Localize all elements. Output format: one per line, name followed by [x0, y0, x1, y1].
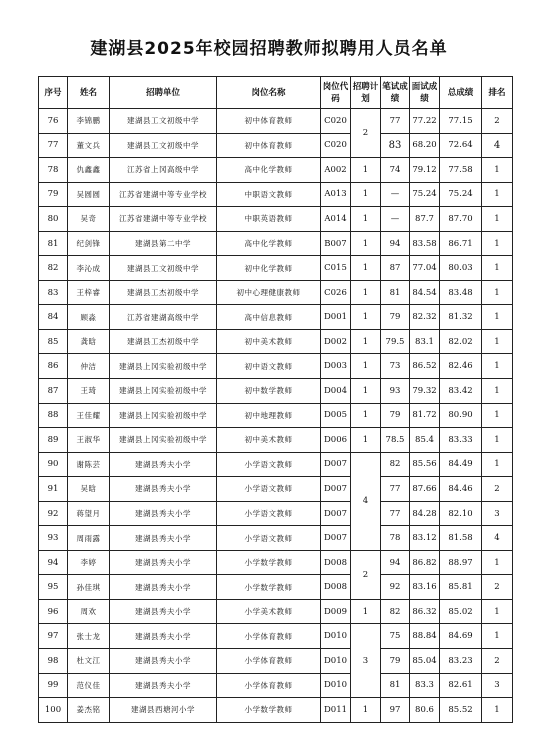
table-row	[39, 158, 513, 183]
cell-position: 初中体育教师	[217, 133, 321, 158]
cell-position: 高中化学教师	[217, 158, 321, 183]
table-row	[39, 477, 513, 502]
cell-total: 87.70	[440, 207, 482, 232]
cell-name: 李婷	[68, 550, 110, 575]
cell-plan: 1	[351, 182, 381, 207]
table-row	[39, 526, 513, 551]
cell-code: D005	[321, 403, 351, 428]
cell-unit: 建湖县第二中学	[110, 231, 217, 256]
cell-rank: 1	[482, 599, 513, 624]
cell-unit: 建湖县上冈实验初级中学	[110, 428, 217, 453]
cell-interview: 75.24	[410, 182, 440, 207]
table-row	[39, 403, 513, 428]
cell-unit: 建湖县秀夫小学	[110, 624, 217, 649]
cell-name: 周欢	[68, 599, 110, 624]
cell-plan: 1	[351, 354, 381, 379]
cell-rank: 1	[482, 403, 513, 428]
cell-interview: 88.84	[410, 624, 440, 649]
cell-code: D007	[321, 477, 351, 502]
cell-interview: 83.12	[410, 526, 440, 551]
header-position: 岗位名称	[217, 77, 321, 109]
cell-unit: 建湖县秀夫小学	[110, 550, 217, 575]
cell-total: 83.42	[440, 379, 482, 404]
header-seq: 序号	[39, 77, 68, 109]
cell-unit: 建湖县秀夫小学	[110, 575, 217, 600]
hire-list-table	[38, 76, 513, 723]
cell-rank: 1	[482, 231, 513, 256]
cell-written: 82	[381, 452, 410, 477]
table-row	[39, 673, 513, 698]
cell-interview: 87.7	[410, 207, 440, 232]
cell-written: 82	[381, 599, 410, 624]
cell-name: 谢陈芸	[68, 452, 110, 477]
table-header-row	[39, 77, 513, 109]
cell-unit: 建湖县秀夫小学	[110, 599, 217, 624]
cell-code: A014	[321, 207, 351, 232]
cell-code: D009	[321, 599, 351, 624]
cell-rank: 1	[482, 550, 513, 575]
header-total: 总成绩	[440, 77, 482, 109]
table-row	[39, 501, 513, 526]
cell-interview: 83.3	[410, 673, 440, 698]
cell-interview: 85.56	[410, 452, 440, 477]
cell-plan: 1	[351, 207, 381, 232]
cell-rank: 1	[482, 256, 513, 281]
cell-rank: 1	[482, 207, 513, 232]
cell-unit: 建湖县秀夫小学	[110, 452, 217, 477]
cell-name: 王琦	[68, 379, 110, 404]
cell-plan: 1	[351, 158, 381, 183]
cell-code: D002	[321, 329, 351, 354]
header-name: 姓名	[68, 77, 110, 109]
cell-position: 高中化学教师	[217, 231, 321, 256]
header-rank: 排名	[482, 77, 513, 109]
cell-total: 80.90	[440, 403, 482, 428]
cell-plan: 4	[351, 452, 381, 550]
cell-position: 初中心理健康教师	[217, 280, 321, 305]
cell-interview: 80.6	[410, 698, 440, 723]
cell-plan: 1	[351, 428, 381, 453]
cell-seq: 85	[39, 329, 68, 354]
cell-written: 92	[381, 575, 410, 600]
cell-rank: 2	[482, 477, 513, 502]
cell-code: D007	[321, 452, 351, 477]
cell-total: 82.02	[440, 329, 482, 354]
cell-written: 81	[381, 280, 410, 305]
cell-interview: 83.1	[410, 329, 440, 354]
cell-seq: 95	[39, 575, 68, 600]
cell-seq: 76	[39, 109, 68, 134]
cell-plan: 2	[351, 550, 381, 599]
cell-written: 94	[381, 550, 410, 575]
cell-rank: 2	[482, 109, 513, 134]
cell-plan: 1	[351, 280, 381, 305]
cell-seq: 83	[39, 280, 68, 305]
cell-position: 中职英语教师	[217, 207, 321, 232]
cell-interview: 77.04	[410, 256, 440, 281]
cell-written: 75	[381, 624, 410, 649]
cell-seq: 92	[39, 501, 68, 526]
cell-name: 吴圆圆	[68, 182, 110, 207]
cell-code: A013	[321, 182, 351, 207]
cell-seq: 80	[39, 207, 68, 232]
cell-name: 周雨露	[68, 526, 110, 551]
table-row	[39, 329, 513, 354]
cell-written: 77	[381, 501, 410, 526]
cell-code: D007	[321, 501, 351, 526]
cell-rank: 1	[482, 329, 513, 354]
table-row	[39, 575, 513, 600]
cell-plan: 1	[351, 599, 381, 624]
cell-seq: 97	[39, 624, 68, 649]
cell-interview: 83.58	[410, 231, 440, 256]
cell-written: 97	[381, 698, 410, 723]
cell-code: D007	[321, 526, 351, 551]
table-row	[39, 698, 513, 723]
table-row	[39, 649, 513, 674]
cell-seq: 81	[39, 231, 68, 256]
cell-written: 79	[381, 649, 410, 674]
cell-seq: 84	[39, 305, 68, 330]
cell-rank: 1	[482, 305, 513, 330]
cell-total: 72.64	[440, 133, 482, 158]
cell-unit: 建湖县秀夫小学	[110, 526, 217, 551]
cell-name: 王佳耀	[68, 403, 110, 428]
cell-interview: 82.32	[410, 305, 440, 330]
cell-code: C020	[321, 133, 351, 158]
cell-plan: 1	[351, 305, 381, 330]
table-row	[39, 256, 513, 281]
cell-seq: 89	[39, 428, 68, 453]
header-plan: 招聘计划	[351, 77, 381, 109]
cell-name: 仇鑫鑫	[68, 158, 110, 183]
cell-written: 79.5	[381, 329, 410, 354]
cell-total: 85.02	[440, 599, 482, 624]
table-row	[39, 182, 513, 207]
cell-total: 83.23	[440, 649, 482, 674]
cell-written: 83	[381, 133, 410, 158]
cell-position: 中职语文教师	[217, 182, 321, 207]
table-row	[39, 452, 513, 477]
table-row	[39, 305, 513, 330]
cell-plan: 1	[351, 379, 381, 404]
cell-total: 80.03	[440, 256, 482, 281]
cell-seq: 93	[39, 526, 68, 551]
table-body	[39, 109, 513, 723]
cell-code: D001	[321, 305, 351, 330]
table-row	[39, 550, 513, 575]
cell-rank: 1	[482, 428, 513, 453]
cell-unit: 江苏省建湖高级中学	[110, 305, 217, 330]
cell-interview: 79.12	[410, 158, 440, 183]
cell-name: 姜杰铭	[68, 698, 110, 723]
cell-written: 87	[381, 256, 410, 281]
cell-written: 73	[381, 354, 410, 379]
cell-code: C026	[321, 280, 351, 305]
cell-unit: 建湖县西塘河小学	[110, 698, 217, 723]
cell-total: 83.33	[440, 428, 482, 453]
cell-total: 82.10	[440, 501, 482, 526]
cell-interview: 85.4	[410, 428, 440, 453]
cell-unit: 建湖县秀夫小学	[110, 649, 217, 674]
cell-total: 77.58	[440, 158, 482, 183]
cell-interview: 84.54	[410, 280, 440, 305]
cell-rank: 2	[482, 649, 513, 674]
cell-plan: 3	[351, 624, 381, 698]
cell-seq: 86	[39, 354, 68, 379]
cell-seq: 90	[39, 452, 68, 477]
cell-code: D008	[321, 575, 351, 600]
cell-position: 初中语文教师	[217, 354, 321, 379]
cell-seq: 78	[39, 158, 68, 183]
cell-interview: 86.32	[410, 599, 440, 624]
cell-plan: 1	[351, 231, 381, 256]
cell-seq: 77	[39, 133, 68, 158]
cell-unit: 江苏省建湖中等专业学校	[110, 207, 217, 232]
cell-total: 77.15	[440, 109, 482, 134]
table-row	[39, 280, 513, 305]
table-row	[39, 428, 513, 453]
cell-plan: 2	[351, 109, 381, 158]
table-row	[39, 207, 513, 232]
cell-seq: 94	[39, 550, 68, 575]
cell-plan: 1	[351, 698, 381, 723]
cell-rank: 1	[482, 698, 513, 723]
cell-interview: 83.16	[410, 575, 440, 600]
cell-name: 纪剑锋	[68, 231, 110, 256]
cell-name: 孙佳琪	[68, 575, 110, 600]
cell-total: 81.32	[440, 305, 482, 330]
cell-plan: 1	[351, 403, 381, 428]
cell-name: 仲洁	[68, 354, 110, 379]
cell-unit: 建湖县工文初级中学	[110, 256, 217, 281]
cell-code: A002	[321, 158, 351, 183]
cell-position: 小学语文教师	[217, 477, 321, 502]
cell-position: 小学语文教师	[217, 501, 321, 526]
cell-written: 77	[381, 477, 410, 502]
cell-unit: 建湖县秀夫小学	[110, 477, 217, 502]
cell-rank: 1	[482, 354, 513, 379]
cell-rank: 1	[482, 280, 513, 305]
cell-position: 初中数学教师	[217, 379, 321, 404]
cell-position: 小学数学教师	[217, 575, 321, 600]
cell-seq: 79	[39, 182, 68, 207]
cell-rank: 4	[482, 133, 513, 158]
cell-code: D011	[321, 698, 351, 723]
cell-written: 74	[381, 158, 410, 183]
cell-unit: 建湖县工文初级中学	[110, 133, 217, 158]
cell-position: 小学语文教师	[217, 526, 321, 551]
cell-interview: 84.28	[410, 501, 440, 526]
cell-seq: 98	[39, 649, 68, 674]
cell-unit: 建湖县秀夫小学	[110, 501, 217, 526]
cell-name: 范仪佳	[68, 673, 110, 698]
cell-seq: 87	[39, 379, 68, 404]
cell-written: 78.5	[381, 428, 410, 453]
cell-rank: 1	[482, 158, 513, 183]
cell-unit: 建湖县上冈实验初级中学	[110, 354, 217, 379]
cell-name: 杜文江	[68, 649, 110, 674]
cell-code: D003	[321, 354, 351, 379]
table-row	[39, 231, 513, 256]
cell-unit: 建湖县上冈实验初级中学	[110, 379, 217, 404]
cell-seq: 88	[39, 403, 68, 428]
cell-position: 初中体育教师	[217, 109, 321, 134]
cell-plan: 1	[351, 329, 381, 354]
cell-position: 小学体育教师	[217, 624, 321, 649]
cell-seq: 82	[39, 256, 68, 281]
cell-written: 78	[381, 526, 410, 551]
table-row	[39, 354, 513, 379]
cell-rank: 1	[482, 624, 513, 649]
header-code: 岗位代码	[321, 77, 351, 109]
cell-code: D010	[321, 649, 351, 674]
cell-unit: 建湖县工杰初级中学	[110, 280, 217, 305]
cell-written: 81	[381, 673, 410, 698]
cell-total: 83.48	[440, 280, 482, 305]
cell-position: 小学语文教师	[217, 452, 321, 477]
cell-name: 王淑华	[68, 428, 110, 453]
cell-total: 85.52	[440, 698, 482, 723]
cell-rank: 3	[482, 501, 513, 526]
cell-total: 75.24	[440, 182, 482, 207]
cell-unit: 江苏省建湖中等专业学校	[110, 182, 217, 207]
cell-written: 79	[381, 305, 410, 330]
cell-written: —	[381, 182, 410, 207]
cell-written: —	[381, 207, 410, 232]
cell-rank: 4	[482, 526, 513, 551]
cell-code: D004	[321, 379, 351, 404]
cell-written: 93	[381, 379, 410, 404]
cell-interview: 77.22	[410, 109, 440, 134]
cell-interview: 85.04	[410, 649, 440, 674]
cell-unit: 建湖县工文初级中学	[110, 109, 217, 134]
cell-name: 顾淼	[68, 305, 110, 330]
cell-unit: 江苏省上冈高级中学	[110, 158, 217, 183]
cell-total: 84.69	[440, 624, 482, 649]
table-row	[39, 599, 513, 624]
cell-position: 初中地理教师	[217, 403, 321, 428]
cell-code: D010	[321, 673, 351, 698]
cell-position: 初中美术教师	[217, 329, 321, 354]
cell-plan: 1	[351, 256, 381, 281]
cell-total: 85.81	[440, 575, 482, 600]
cell-code: D006	[321, 428, 351, 453]
cell-written: 79	[381, 403, 410, 428]
cell-interview: 87.66	[410, 477, 440, 502]
cell-total: 82.46	[440, 354, 482, 379]
table-row	[39, 109, 513, 134]
cell-interview: 81.72	[410, 403, 440, 428]
cell-position: 小学数学教师	[217, 698, 321, 723]
cell-rank: 3	[482, 673, 513, 698]
cell-written: 94	[381, 231, 410, 256]
cell-code: C015	[321, 256, 351, 281]
table-row	[39, 133, 513, 158]
cell-total: 86.71	[440, 231, 482, 256]
cell-rank: 1	[482, 182, 513, 207]
cell-name: 蒋望月	[68, 501, 110, 526]
cell-rank: 1	[482, 379, 513, 404]
cell-seq: 100	[39, 698, 68, 723]
cell-name: 张士龙	[68, 624, 110, 649]
cell-interview: 79.32	[410, 379, 440, 404]
cell-written: 77	[381, 109, 410, 134]
cell-unit: 建湖县秀夫小学	[110, 673, 217, 698]
cell-interview: 86.82	[410, 550, 440, 575]
page-title: 建湖县2025年校园招聘教师拟聘用人员名单	[90, 39, 448, 59]
cell-position: 初中化学教师	[217, 256, 321, 281]
cell-seq: 96	[39, 599, 68, 624]
cell-seq: 99	[39, 673, 68, 698]
cell-position: 初中美术教师	[217, 428, 321, 453]
cell-total: 82.61	[440, 673, 482, 698]
cell-name: 李沁成	[68, 256, 110, 281]
cell-code: D010	[321, 624, 351, 649]
table-row	[39, 379, 513, 404]
cell-code: B007	[321, 231, 351, 256]
cell-unit: 建湖县工杰初级中学	[110, 329, 217, 354]
cell-code: D008	[321, 550, 351, 575]
cell-position: 小学数学教师	[217, 550, 321, 575]
header-written: 笔试成绩	[381, 77, 410, 109]
cell-name: 董文兵	[68, 133, 110, 158]
cell-position: 小学美术教师	[217, 599, 321, 624]
cell-rank: 2	[482, 575, 513, 600]
cell-unit: 建湖县上冈实验初级中学	[110, 403, 217, 428]
cell-name: 吴晗	[68, 477, 110, 502]
cell-position: 高中信息教师	[217, 305, 321, 330]
header-interview: 面试成绩	[410, 77, 440, 109]
cell-name: 龚晗	[68, 329, 110, 354]
cell-name: 王梓睿	[68, 280, 110, 305]
cell-total: 84.46	[440, 477, 482, 502]
header-unit: 招聘单位	[110, 77, 217, 109]
cell-total: 81.58	[440, 526, 482, 551]
cell-interview: 68.20	[410, 133, 440, 158]
cell-total: 88.97	[440, 550, 482, 575]
cell-position: 小学体育教师	[217, 673, 321, 698]
cell-seq: 91	[39, 477, 68, 502]
cell-name: 吴奇	[68, 207, 110, 232]
table-row	[39, 624, 513, 649]
cell-position: 小学体育教师	[217, 649, 321, 674]
cell-rank: 1	[482, 452, 513, 477]
cell-code: C020	[321, 109, 351, 134]
cell-interview: 86.52	[410, 354, 440, 379]
cell-total: 84.49	[440, 452, 482, 477]
cell-name: 李锦鹏	[68, 109, 110, 134]
